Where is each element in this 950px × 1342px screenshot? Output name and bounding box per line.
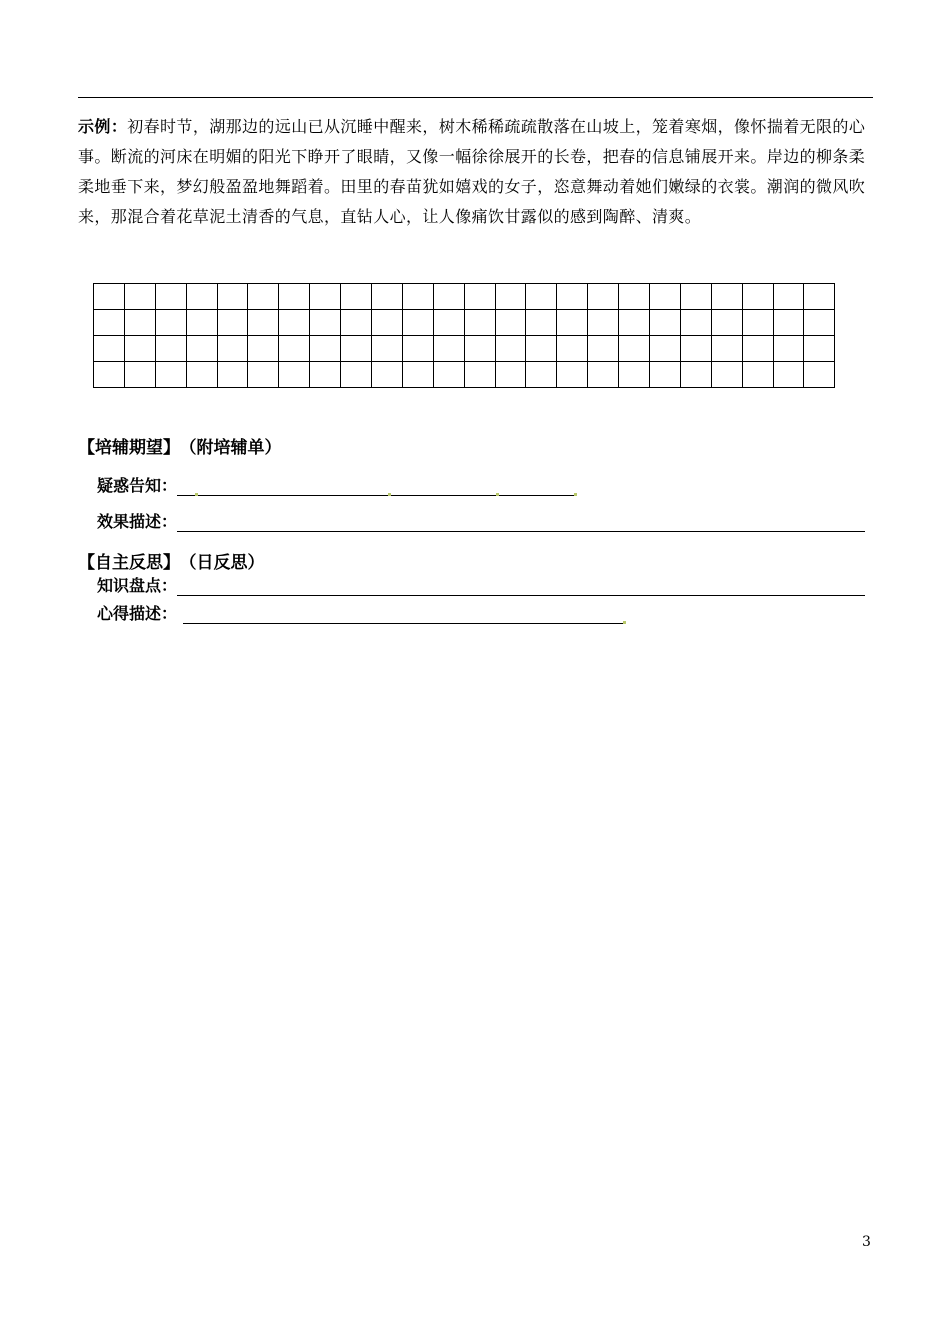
grid-cell[interactable] [433,362,464,388]
grid-cell[interactable] [526,284,557,310]
example-text: 初春时节，湖那边的远山已从沉睡中醒来，树木稀稀疏疏散落在山坡上，笼着寒烟，像怀揣着无限的心事。断流的河床在明媚的阳光下睁开了眼睛，又像一幅徐徐展开的长卷，把春的信息铺展开来。岸边的柳条柔柔地垂下来，梦幻般盈盈地舞蹈着。田里的春苗犹如嬉戏的女子，恣意舞动着她们嫩绿的衣裳。潮润的微风吹来，那混合着花草泥土清香的气息，直钻人心，让人像痛饮甘露似的感到陶醉、清爽。 [78,117,866,226]
grid-cell[interactable] [279,284,310,310]
grid-cell[interactable] [650,310,681,336]
grid-cell[interactable] [650,336,681,362]
grid-cell[interactable] [217,310,248,336]
grid-cell[interactable] [680,284,711,310]
grid-cell[interactable] [773,310,804,336]
grid-cell[interactable] [279,362,310,388]
grid-cell[interactable] [372,310,403,336]
grid-cell[interactable] [402,336,433,362]
grid-cell[interactable] [433,310,464,336]
format-mark [574,493,577,496]
tutoring-note: （附培辅单） [188,438,282,458]
grid-cell[interactable] [248,336,279,362]
grid-cell[interactable] [711,336,742,362]
grid-cell[interactable] [310,284,341,310]
grid-row [94,362,835,388]
grid-cell[interactable] [310,336,341,362]
grid-cell[interactable] [557,310,588,336]
grid-cell[interactable] [433,284,464,310]
grid-cell[interactable] [619,284,650,310]
grid-cell[interactable] [124,336,155,362]
grid-cell[interactable] [217,336,248,362]
writing-grid[interactable] [93,283,835,388]
grid-cell[interactable] [495,310,526,336]
grid-cell[interactable] [341,362,372,388]
grid-cell[interactable] [588,310,619,336]
grid-cell[interactable] [711,284,742,310]
grid-cell[interactable] [588,336,619,362]
grid-cell[interactable] [526,362,557,388]
grid-cell[interactable] [341,310,372,336]
grid-cell[interactable] [372,362,403,388]
grid-cell[interactable] [619,362,650,388]
grid-cell[interactable] [217,362,248,388]
grid-cell[interactable] [680,362,711,388]
doubt-row [97,472,577,496]
tutoring-heading [78,433,282,458]
grid-cell[interactable] [186,362,217,388]
doubt-label: 疑惑告知： [97,476,178,495]
grid-cell[interactable] [557,362,588,388]
reflection-note: （日反思） [188,553,265,573]
grid-cell[interactable] [124,310,155,336]
grid-cell[interactable] [588,284,619,310]
grid-cell[interactable] [464,284,495,310]
grid-cell[interactable] [526,336,557,362]
effect-row [97,508,865,532]
doubt-line-2[interactable] [198,477,388,496]
knowledge-input-line[interactable] [177,577,865,596]
grid-cell[interactable] [94,310,125,336]
grid-cell[interactable] [557,336,588,362]
grid-cell[interactable] [773,362,804,388]
reflection-title: 【自主反思】 [78,553,180,573]
grid-cell[interactable] [94,284,125,310]
grid-cell[interactable] [372,284,403,310]
grid-cell[interactable] [650,284,681,310]
insight-label: 心得描述： [97,604,178,623]
grid-cell[interactable] [804,336,835,362]
grid-cell[interactable] [402,362,433,388]
grid-cell[interactable] [464,362,495,388]
grid-cell[interactable] [557,284,588,310]
grid-cell[interactable] [619,310,650,336]
grid-cell[interactable] [650,362,681,388]
grid-cell[interactable] [680,336,711,362]
example-label: 示例 [78,117,111,136]
knowledge-row [97,572,865,596]
format-mark [623,621,626,624]
grid-cell[interactable] [804,284,835,310]
grid-cell[interactable] [742,362,773,388]
grid-cell[interactable] [341,284,372,310]
grid-cell[interactable] [495,284,526,310]
grid-cell[interactable] [773,336,804,362]
insight-row [97,600,626,624]
grid-cell[interactable] [526,310,557,336]
grid-cell[interactable] [464,310,495,336]
grid-cell[interactable] [248,310,279,336]
grid-cell[interactable] [279,336,310,362]
doubt-line-1[interactable] [177,477,195,496]
grid-cell[interactable] [186,336,217,362]
grid-cell[interactable] [248,362,279,388]
doubt-line-3[interactable] [391,477,496,496]
grid-cell[interactable] [804,362,835,388]
grid-cell[interactable] [310,362,341,388]
grid-cell[interactable] [804,310,835,336]
grid-cell[interactable] [186,310,217,336]
grid-cell[interactable] [495,362,526,388]
grid-cell[interactable] [155,362,186,388]
grid-cell[interactable] [94,336,125,362]
grid-row [94,336,835,362]
grid-cell[interactable] [155,336,186,362]
doubt-line-4[interactable] [499,477,574,496]
knowledge-label: 知识盘点： [97,576,178,595]
tutoring-title: 【培辅期望】 [78,438,180,458]
insight-input-line[interactable] [183,605,623,624]
grid-cell[interactable] [248,284,279,310]
grid-cell[interactable] [742,310,773,336]
grid-cell[interactable] [124,362,155,388]
grid-cell[interactable] [680,310,711,336]
grid-cell[interactable] [94,362,125,388]
grid-cell[interactable] [619,336,650,362]
grid-cell[interactable] [711,310,742,336]
grid-cell[interactable] [402,284,433,310]
effect-label: 效果描述： [97,512,178,531]
example-colon: ： [110,117,128,136]
grid-cell[interactable] [711,362,742,388]
grid-cell[interactable] [372,336,403,362]
grid-cell[interactable] [742,284,773,310]
grid-cell[interactable] [341,336,372,362]
grid-cell[interactable] [464,336,495,362]
grid-cell[interactable] [433,336,464,362]
page-number: 3 [862,1234,871,1250]
grid-cell[interactable] [773,284,804,310]
grid-cell[interactable] [310,310,341,336]
grid-cell[interactable] [742,336,773,362]
reflection-heading [78,548,265,573]
example-paragraph [78,112,874,232]
grid-cell[interactable] [186,284,217,310]
grid-cell[interactable] [588,362,619,388]
grid-row [94,310,835,336]
grid-cell[interactable] [279,310,310,336]
effect-input-line[interactable] [177,513,865,532]
grid-cell[interactable] [124,284,155,310]
grid-cell[interactable] [217,284,248,310]
grid-cell[interactable] [155,310,186,336]
grid-cell[interactable] [402,310,433,336]
top-rule [78,97,873,98]
grid-cell[interactable] [495,336,526,362]
grid-cell[interactable] [155,284,186,310]
grid-row [94,284,835,310]
